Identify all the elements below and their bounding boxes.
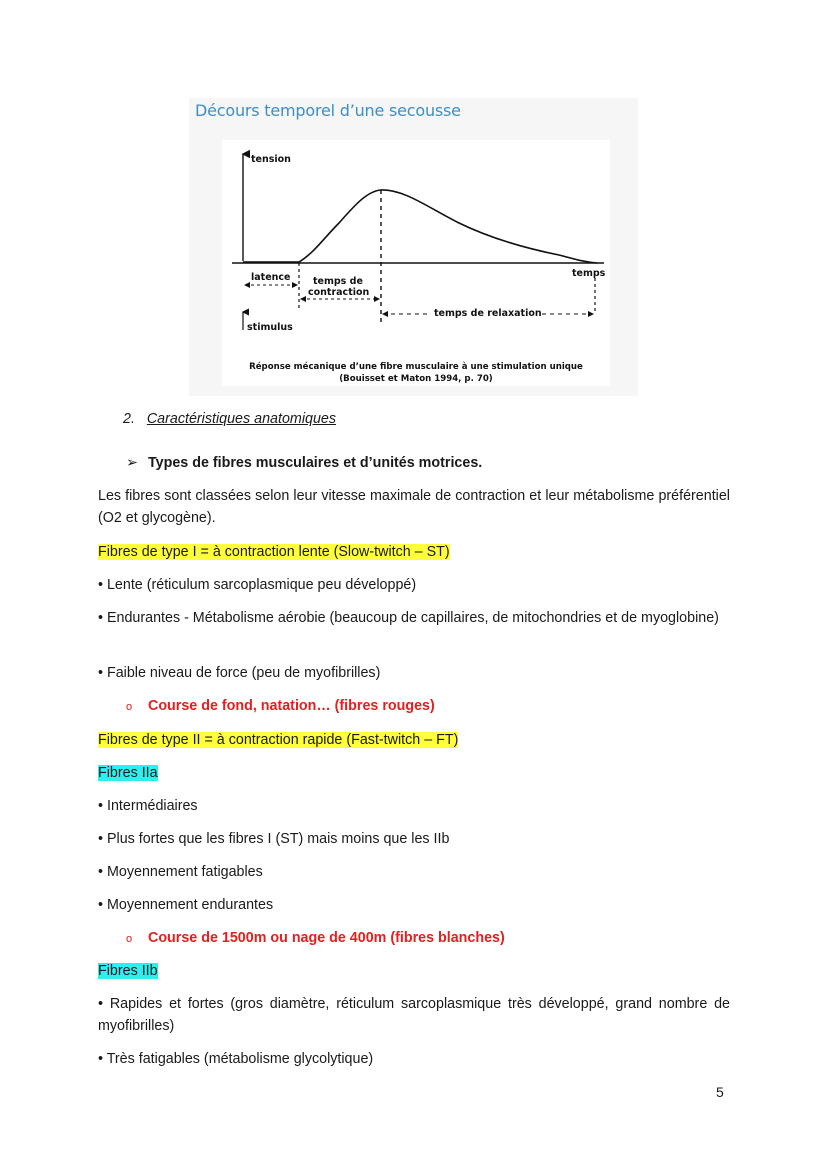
subheading-text: Types de fibres musculaires et d’unités motrices. [148, 455, 483, 471]
contraction-label-2: contraction [308, 287, 370, 298]
iib-title-text: Fibres IIb [98, 963, 158, 979]
iia-bullet-4: • Moyennement endurantes [98, 897, 274, 913]
circle-bullet-icon: o [126, 701, 133, 713]
type1-title-text: Fibres de type I = à contraction lente (Slow-twitch – ST) [98, 544, 450, 560]
stimulus-label: stimulus [247, 322, 293, 333]
latence-label: latence [251, 272, 291, 283]
type2-title [98, 729, 730, 751]
arrow-bullet-icon: ➢ [126, 455, 138, 471]
iib-bullet-1: • Rapides et fortes (gros diamètre, réticulum sarcoplasmique très développé, grand nombre de myofibrilles) [98, 996, 730, 1034]
subheading [126, 452, 482, 474]
section-title: Caractéristiques anatomiques [146, 411, 336, 427]
type1-bullet-2: • Endurantes - Métabolisme aérobie (beaucoup de capillaires, de mitochondries et de myoglobine) [98, 610, 719, 626]
iia-title [98, 762, 730, 784]
figure-caption-line2: (Bouisset et Maton 1994, p. 70) [339, 374, 493, 384]
iia-bullet-3: • Moyennement fatigables [98, 864, 263, 880]
figure-caption-line1: Réponse mécanique d’une fibre musculaire à une stimulation unique [249, 362, 583, 372]
tension-label: tension [251, 154, 291, 165]
section-heading [123, 408, 336, 430]
twitch-figure [189, 98, 638, 396]
contraction-label-1: temps de [313, 276, 363, 287]
type1-sport-text: Course de fond, natation… (fibres rouges) [148, 698, 435, 714]
figure-title: Décours temporel d’une secousse [195, 101, 461, 120]
page-number: 5 [716, 1084, 724, 1100]
iia-sport-text: Course de 1500m ou nage de 400m (fibres blanches) [148, 930, 505, 946]
type1-sport [126, 695, 435, 718]
iia-bullet-2: • Plus fortes que les fibres I (ST) mais moins que les IIb [98, 831, 450, 847]
iia-bullet-1: • Intermédiaires [98, 798, 198, 814]
twitch-diagram [189, 98, 638, 396]
iib-bullet-2: • Très fatigables (métabolisme glycolytique) [98, 1051, 374, 1067]
relaxation-label: temps de relaxation [434, 308, 542, 319]
type1-bullet-3: • Faible niveau de force (peu de myofibrilles) [98, 665, 381, 681]
type1-title [98, 541, 730, 563]
iib-title [98, 960, 730, 982]
circle-bullet-icon: o [126, 933, 133, 945]
section-number: 2. [123, 411, 135, 427]
twitch-curve [243, 190, 597, 263]
iia-sport [126, 927, 505, 950]
iia-title-text: Fibres IIa [98, 765, 158, 781]
type1-bullet-1: • Lente (réticulum sarcoplasmique peu développé) [98, 577, 417, 593]
temps-label: temps [572, 268, 606, 279]
type2-title-text: Fibres de type II = à contraction rapide (Fast-twitch – FT) [98, 732, 459, 748]
intro-paragraph: Les fibres sont classées selon leur vitesse maximale de contraction et leur métabolisme préférentiel (O2 et glycogène). [98, 488, 730, 526]
